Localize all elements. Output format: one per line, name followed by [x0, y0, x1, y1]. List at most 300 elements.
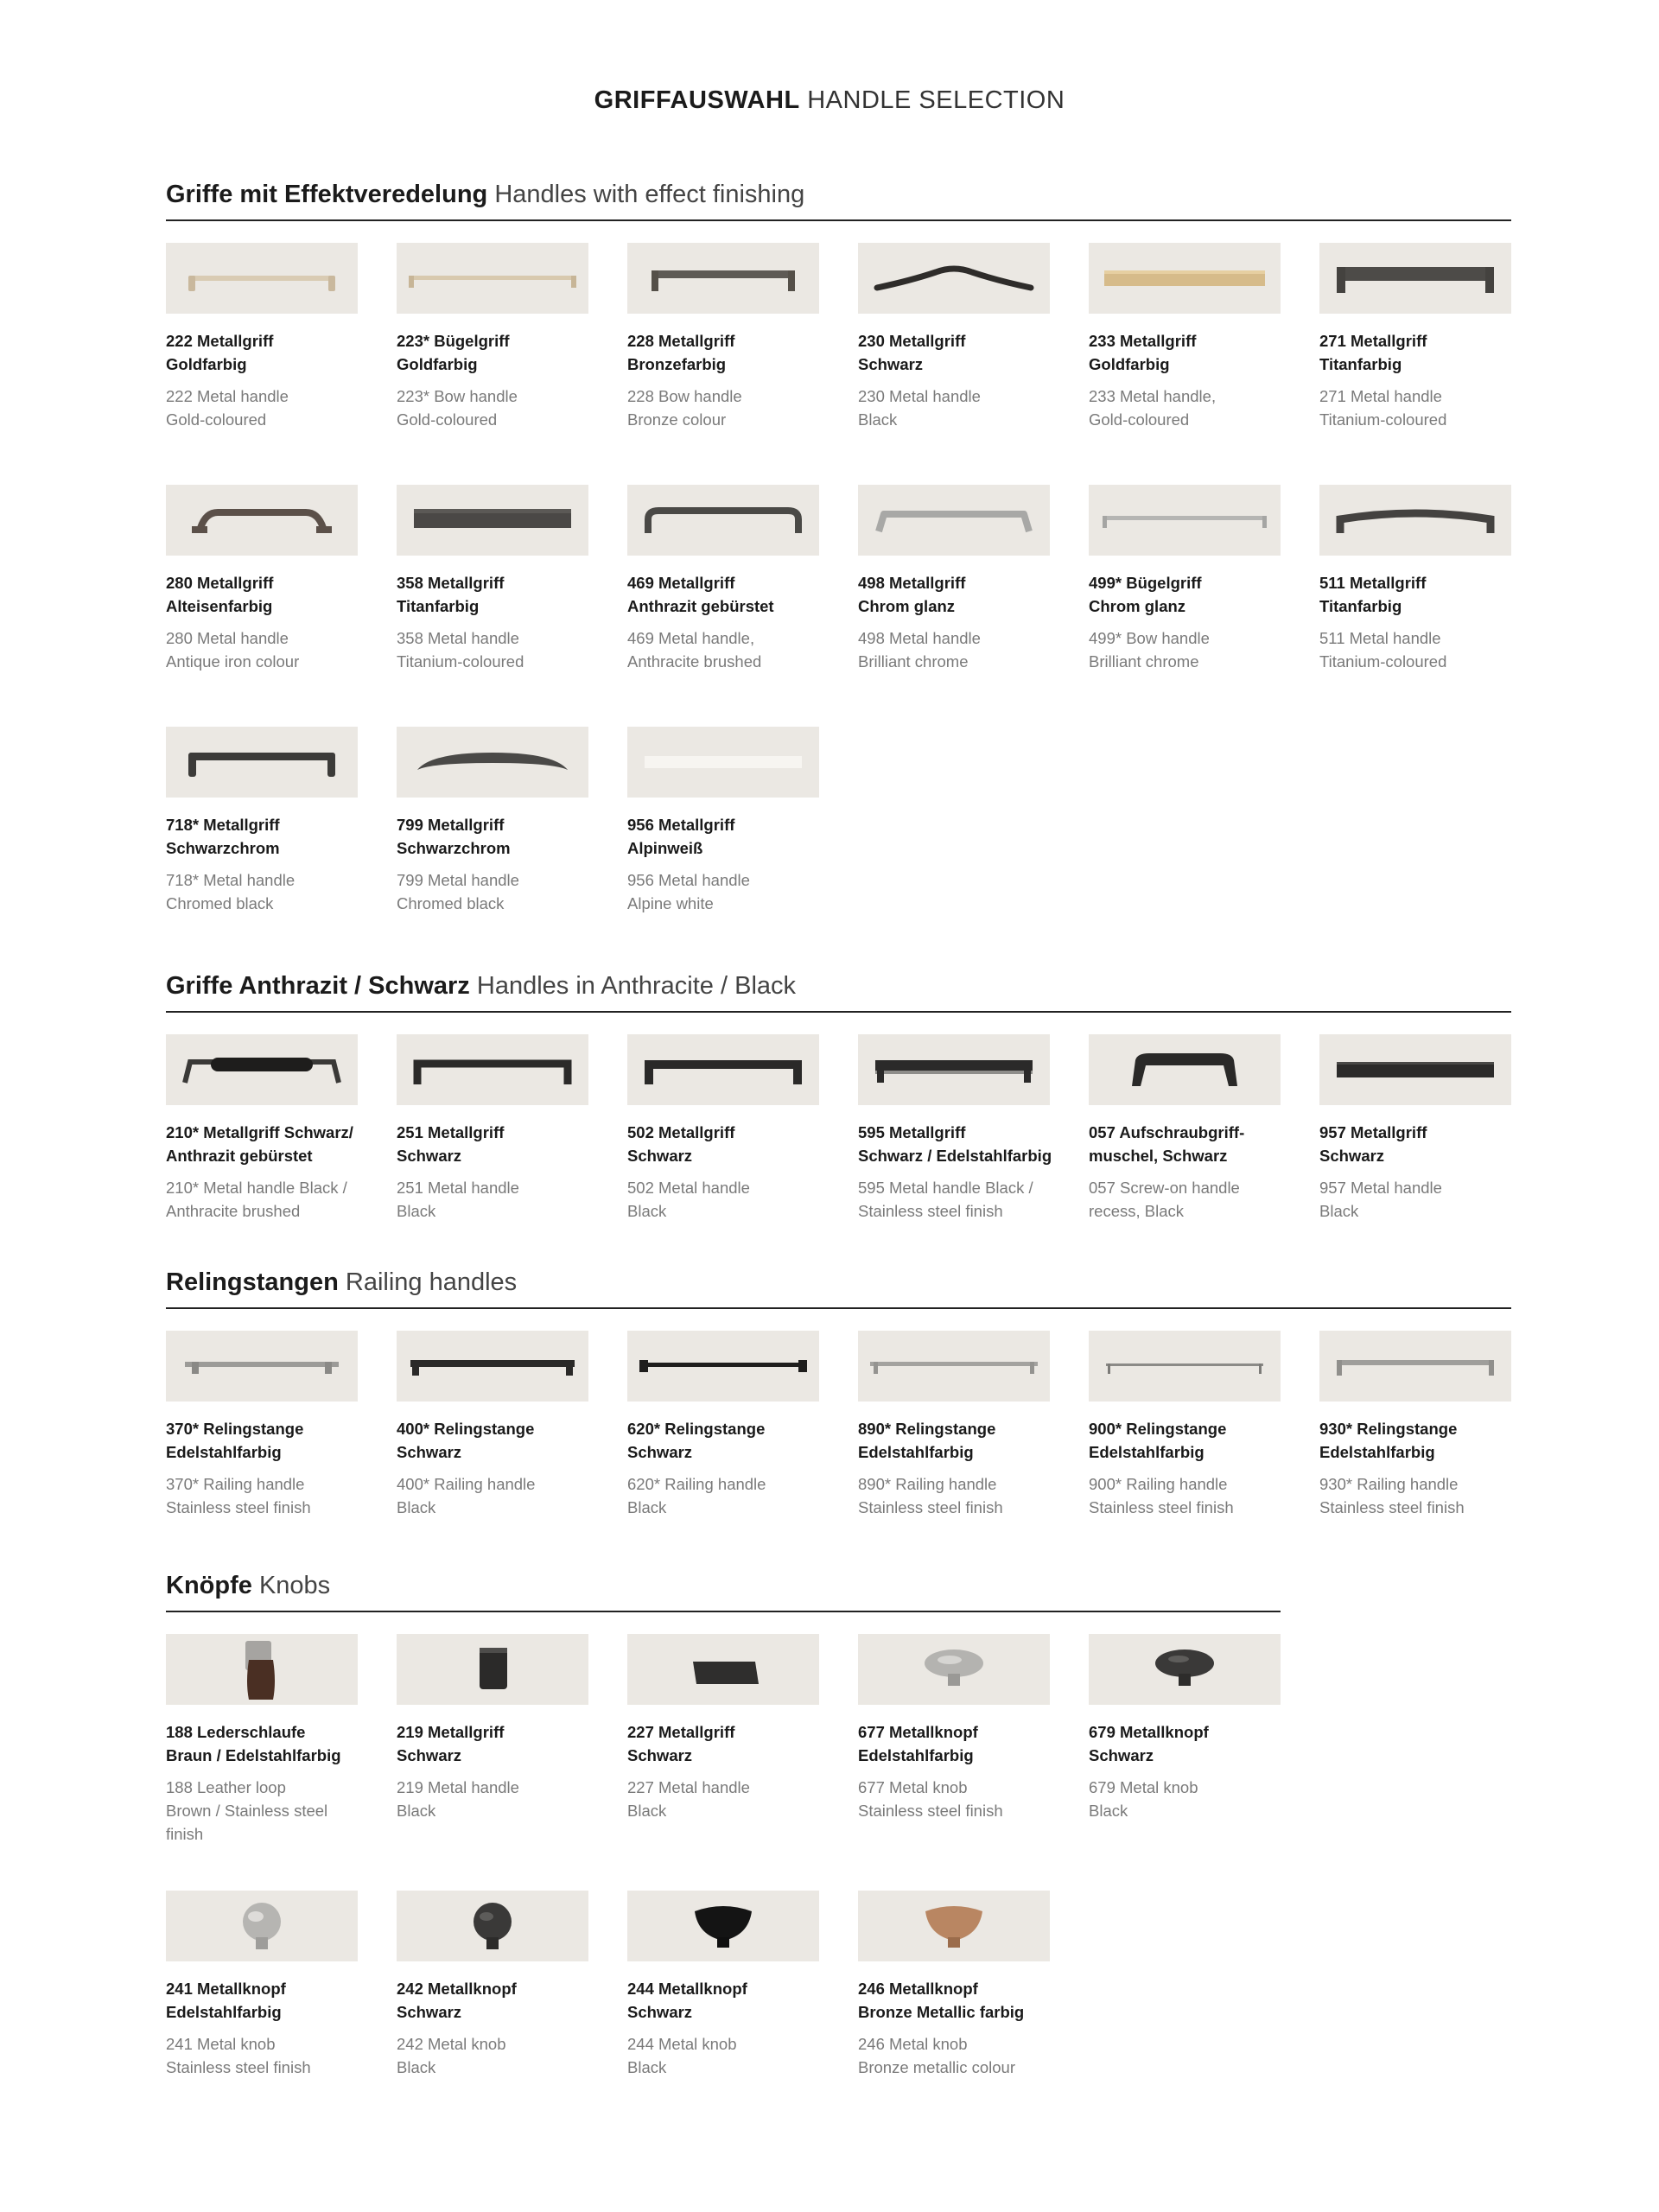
steel-long-rail-icon — [858, 1331, 1050, 1402]
product-name-en — [1319, 385, 1511, 431]
product-name-de-line: Schwarzchrom — [397, 839, 511, 857]
product-name-en-line: 280 Metal handle — [166, 629, 289, 647]
product-name-de — [1319, 1417, 1511, 1464]
product-name-de-line: 251 Metallgriff — [397, 1123, 505, 1141]
bronze-cup-knob-icon — [858, 1891, 1050, 1961]
product-name-de-line: Titanfarbig — [1319, 597, 1402, 615]
product-name-de-line: Alteisenfarbig — [166, 597, 273, 615]
product-name-de — [1319, 571, 1511, 618]
product-name-en-line: 222 Metal handle — [166, 387, 289, 405]
product-card-271-metallgriff — [1319, 243, 1511, 431]
product-name-en — [1089, 385, 1281, 431]
product-name-en — [166, 385, 358, 431]
product-name-de-line: 620* Relingstange — [627, 1420, 766, 1438]
product-name-de — [858, 1121, 1050, 1167]
product-name-de — [397, 1977, 588, 2024]
product-card-251-metallgriff — [397, 1034, 588, 1223]
product-name-en-line: 370* Railing handle — [166, 1475, 305, 1493]
product-name-en — [1089, 1776, 1281, 1822]
product-name-de-line: Braun / Edelstahlfarbig — [166, 1746, 341, 1764]
product-name-en-line: recess, Black — [1089, 1202, 1185, 1220]
product-name-de-line: Schwarz — [397, 1147, 462, 1165]
product-card-241-metallknopf — [166, 1891, 358, 2079]
product-name-de — [166, 1977, 358, 2024]
product-name-de-line: Chrom glanz — [858, 597, 956, 615]
black-chrome-shell-handle-icon — [397, 727, 588, 798]
product-name-de-line: 210* Metallgriff Schwarz/ — [166, 1123, 353, 1141]
steel-round-knob-icon — [166, 1891, 358, 1961]
product-name-de — [397, 1121, 588, 1167]
anthracite-bow-handle-icon — [627, 485, 819, 556]
product-name-de-line: Schwarz — [1319, 1147, 1385, 1165]
product-name-en-line: Bronze colour — [627, 410, 727, 429]
product-name-de-line: 358 Metallgriff — [397, 574, 505, 592]
product-card-498-metallgriff — [858, 485, 1050, 673]
product-name-en — [166, 1472, 358, 1519]
product-name-de-line: Schwarz — [397, 1443, 462, 1461]
product-name-de-line: Goldfarbig — [397, 355, 478, 373]
product-name-de-line: Schwarz — [1089, 1746, 1154, 1764]
product-card-358-metallgriff — [397, 485, 588, 673]
product-name-en-line: Stainless steel finish — [1089, 1498, 1234, 1516]
product-card-957-metallgriff — [1319, 1034, 1511, 1223]
black-bow-handle-icon — [397, 1034, 588, 1105]
product-name-de-line: Titanfarbig — [1319, 355, 1402, 373]
product-name-en-line: Black — [627, 1202, 667, 1220]
product-name-en-line: Anthracite brushed — [627, 652, 762, 671]
section-anthracite-black — [166, 971, 1511, 1220]
product-name-en-line: 679 Metal knob — [1089, 1778, 1198, 1796]
product-name-de — [166, 329, 358, 376]
gold-bow-handle-icon — [166, 243, 358, 314]
product-name-en-line: Stainless steel finish — [858, 1498, 1003, 1516]
product-name-en — [166, 1176, 358, 1223]
product-card-222-metallgriff — [166, 243, 358, 431]
product-name-en — [397, 1776, 588, 1822]
product-name-en-line: Bronze metallic colour — [858, 2058, 1015, 2076]
product-name-de-line: 677 Metallknopf — [858, 1723, 978, 1741]
section-heading-de: Knöpfe — [166, 1572, 252, 1599]
product-name-de-line: 230 Metallgriff — [858, 332, 966, 350]
product-name-de — [627, 329, 819, 376]
chrome-bow-handle-icon — [858, 485, 1050, 556]
product-name-en — [858, 385, 1050, 431]
titanium-block-handle-icon — [1319, 243, 1511, 314]
black-barrel-handle-icon — [166, 1034, 358, 1105]
product-name-de-line: Schwarz — [627, 1147, 693, 1165]
section-heading-de: Griffe Anthrazit / Schwarz — [166, 972, 470, 1000]
product-card-233-metallgriff — [1089, 243, 1281, 431]
product-card-679-metallknopf — [1089, 1634, 1281, 1822]
product-name-de-line: Edelstahlfarbig — [1319, 1443, 1435, 1461]
product-card-799-metallgriff — [397, 727, 588, 915]
product-name-en-line: finish — [166, 1825, 204, 1843]
product-name-en-line: 499* Bow handle — [1089, 629, 1210, 647]
product-name-de-line: 679 Metallknopf — [1089, 1723, 1209, 1741]
product-name-de-line: Schwarz / Edelstahlfarbig — [858, 1147, 1052, 1165]
product-name-en — [1319, 626, 1511, 673]
product-name-en-line: Brown / Stainless steel — [166, 1802, 328, 1820]
product-name-de-line: 595 Metallgriff — [858, 1123, 966, 1141]
product-name-en-line: 358 Metal handle — [397, 629, 519, 647]
product-name-en — [627, 385, 819, 431]
product-name-de-line: 799 Metallgriff — [397, 816, 505, 834]
section-heading — [166, 1268, 1511, 1309]
product-name-de-line: Schwarz — [627, 1746, 693, 1764]
section-heading-en: Handles in Anthracite / Black — [476, 972, 797, 1000]
product-name-de — [627, 571, 819, 618]
product-name-en-line: 890* Railing handle — [858, 1475, 997, 1493]
product-name-en-line: Black — [858, 410, 898, 429]
product-card-499-b-gelgriff — [1089, 485, 1281, 673]
product-name-en — [627, 1176, 819, 1223]
product-name-de — [627, 1977, 819, 2024]
product-card-219-metallgriff — [397, 1634, 588, 1822]
product-name-de — [858, 1417, 1050, 1464]
product-name-en-line: 233 Metal handle, — [1089, 387, 1217, 405]
section-heading-en: Knobs — [258, 1572, 331, 1599]
bronze-bow-handle-icon — [627, 243, 819, 314]
product-name-de — [397, 329, 588, 376]
product-name-en-line: 956 Metal handle — [627, 871, 750, 889]
product-name-de — [1089, 329, 1281, 376]
product-name-en — [627, 626, 819, 673]
steel-oval-knob-icon — [858, 1634, 1050, 1705]
product-name-en — [1089, 626, 1281, 673]
steel-square-rail-icon — [1319, 1331, 1511, 1402]
product-name-de-line: Anthrazit gebürstet — [166, 1147, 313, 1165]
product-name-de — [166, 813, 358, 860]
product-name-de — [1319, 1121, 1511, 1167]
titanium-wide-handle-icon — [397, 485, 588, 556]
product-name-de-line: Edelstahlfarbig — [1089, 1443, 1205, 1461]
product-name-en-line: Stainless steel finish — [166, 1498, 311, 1516]
product-name-en-line: Black — [397, 1202, 436, 1220]
product-name-de-line: Schwarzchrom — [166, 839, 280, 857]
product-name-en-line: 469 Metal handle, — [627, 629, 755, 647]
product-name-en-line: Stainless steel finish — [166, 2058, 311, 2076]
gold-long-bow-handle-icon — [397, 243, 588, 314]
product-name-de — [858, 329, 1050, 376]
product-card-900-relingstange — [1089, 1331, 1281, 1519]
black-oval-knob-icon — [1089, 1634, 1281, 1705]
product-name-de-line: Goldfarbig — [1089, 355, 1170, 373]
product-name-de-line: 469 Metallgriff — [627, 574, 735, 592]
product-name-en-line: Antique iron colour — [166, 652, 300, 671]
product-card-228-metallgriff — [627, 243, 819, 431]
product-card-890-relingstange — [858, 1331, 1050, 1519]
product-card-956-metallgriff — [627, 727, 819, 915]
product-name-en-line: Stainless steel finish — [858, 1802, 1003, 1820]
product-card-677-metallknopf — [858, 1634, 1050, 1822]
product-name-en-line: 511 Metal handle — [1319, 629, 1441, 647]
product-name-de-line: 228 Metallgriff — [627, 332, 735, 350]
product-name-de-line: Edelstahlfarbig — [166, 1443, 282, 1461]
product-name-de-line: 718* Metallgriff — [166, 816, 280, 834]
product-name-en-line: 957 Metal handle — [1319, 1179, 1442, 1197]
product-name-en — [858, 1176, 1050, 1223]
steel-slim-rail-icon — [1089, 1331, 1281, 1402]
product-name-en-line: Black — [397, 1498, 436, 1516]
product-name-en-line: 219 Metal handle — [397, 1778, 519, 1796]
product-name-de — [166, 571, 358, 618]
product-name-en-line: Stainless steel finish — [1319, 1498, 1465, 1516]
page-title-de: GRIFFAUSWAHL — [594, 86, 800, 114]
product-name-de — [166, 1417, 358, 1464]
section-heading — [166, 971, 1511, 1013]
product-name-de-line: 957 Metallgriff — [1319, 1123, 1427, 1141]
product-name-en-line: Titanium-coloured — [1319, 410, 1447, 429]
product-name-de-line: 900* Relingstange — [1089, 1420, 1227, 1438]
product-name-de — [397, 813, 588, 860]
section-railing-handles — [166, 1268, 1511, 1516]
product-name-en-line: Black — [397, 1802, 436, 1820]
product-name-de-line: 271 Metallgriff — [1319, 332, 1427, 350]
product-name-en — [627, 2032, 819, 2079]
product-name-en-line: Gold-coloured — [1089, 410, 1190, 429]
product-name-en-line: 057 Screw-on handle — [1089, 1179, 1240, 1197]
titanium-arched-handle-icon — [1319, 485, 1511, 556]
section-heading — [166, 180, 1511, 221]
product-name-de-line: 227 Metallgriff — [627, 1723, 735, 1741]
product-name-de — [1089, 1720, 1281, 1767]
product-card-188-lederschlaufe — [166, 1634, 358, 1846]
black-curved-handle-icon — [858, 243, 1050, 314]
product-name-de — [1089, 1121, 1281, 1167]
product-name-en-line: 498 Metal handle — [858, 629, 981, 647]
product-name-en-line: 677 Metal knob — [858, 1778, 968, 1796]
product-name-de-line: 241 Metallknopf — [166, 1980, 286, 1998]
section-knobs — [166, 1571, 1281, 2076]
product-card-227-metallgriff — [627, 1634, 819, 1822]
product-name-en — [1089, 1472, 1281, 1519]
product-name-en-line: Brilliant chrome — [1089, 652, 1199, 671]
product-card-469-metallgriff — [627, 485, 819, 673]
black-profile-bar-icon — [1319, 1034, 1511, 1105]
product-name-en — [397, 1176, 588, 1223]
product-name-en — [1319, 1472, 1511, 1519]
leather-loop-icon — [166, 1634, 358, 1705]
product-name-en-line: Black — [1089, 1802, 1128, 1820]
product-name-en — [166, 626, 358, 673]
product-name-de-line: Bronzefarbig — [627, 355, 727, 373]
section-heading-de: Relingstangen — [166, 1268, 339, 1296]
product-name-de-line: Schwarz — [627, 1443, 693, 1461]
product-name-en-line: Gold-coloured — [166, 410, 267, 429]
black-cup-knob-icon — [627, 1891, 819, 1961]
black-tab-handle-icon — [627, 1634, 819, 1705]
product-name-en-line: 242 Metal knob — [397, 2035, 506, 2053]
product-name-en — [858, 626, 1050, 673]
product-name-de-line: 222 Metallgriff — [166, 332, 274, 350]
product-name-de-line: Schwarz — [397, 2003, 462, 2021]
page-title — [0, 86, 1659, 115]
product-card-246-metallknopf — [858, 1891, 1050, 2079]
product-name-de-line: Anthrazit gebürstet — [627, 597, 774, 615]
product-name-en-line: 244 Metal knob — [627, 2035, 737, 2053]
product-name-de-line: Edelstahlfarbig — [166, 2003, 282, 2021]
section-heading-en: Railing handles — [345, 1268, 518, 1296]
product-name-en — [166, 868, 358, 915]
product-name-de-line: 233 Metallgriff — [1089, 332, 1197, 350]
product-name-en — [397, 868, 588, 915]
product-name-en-line: 223* Bow handle — [397, 387, 518, 405]
product-name-de — [858, 1977, 1050, 2024]
product-card-210-metallgriff-schwarz — [166, 1034, 358, 1223]
product-name-en — [858, 1472, 1050, 1519]
product-name-de-line: 246 Metallknopf — [858, 1980, 978, 1998]
product-name-en — [166, 2032, 358, 2079]
product-name-de-line: 370* Relingstange — [166, 1420, 304, 1438]
product-card-595-metallgriff — [858, 1034, 1050, 1223]
product-name-en-line: 400* Railing handle — [397, 1475, 536, 1493]
product-name-en-line: Chromed black — [397, 894, 505, 912]
product-name-en — [397, 385, 588, 431]
product-name-de-line: 244 Metallknopf — [627, 1980, 747, 1998]
product-name-de-line: Chrom glanz — [1089, 597, 1186, 615]
product-name-en-line: 230 Metal handle — [858, 387, 981, 405]
product-name-en-line: 799 Metal handle — [397, 871, 519, 889]
product-name-en-line: 228 Bow handle — [627, 387, 742, 405]
white-bar-handle-icon — [627, 727, 819, 798]
product-name-en-line: Black — [627, 2058, 667, 2076]
page-title-en: HANDLE SELECTION — [807, 86, 1065, 114]
product-name-en — [1089, 1176, 1281, 1223]
black-thin-rail-icon — [627, 1331, 819, 1402]
product-card-400-relingstange — [397, 1331, 588, 1519]
product-name-en-line: 251 Metal handle — [397, 1179, 519, 1197]
product-name-en-line: Titanium-coloured — [1319, 652, 1447, 671]
product-name-de-line: 223* Bügelgriff — [397, 332, 510, 350]
product-name-de — [1089, 571, 1281, 618]
product-name-de-line: muschel, Schwarz — [1089, 1147, 1228, 1165]
product-name-de-line: Schwarz — [627, 2003, 693, 2021]
product-card-230-metallgriff — [858, 243, 1050, 431]
product-name-en — [397, 2032, 588, 2079]
product-name-en — [858, 1776, 1050, 1822]
product-name-en-line: 241 Metal knob — [166, 2035, 276, 2053]
product-name-en-line: Titanium-coloured — [397, 652, 524, 671]
product-name-en-line: 188 Leather loop — [166, 1778, 286, 1796]
product-name-en-line: Stainless steel finish — [858, 1202, 1003, 1220]
product-name-en — [166, 1776, 358, 1846]
section-heading-de: Griffe mit Effektveredelung — [166, 181, 488, 208]
section-heading — [166, 1571, 1281, 1612]
product-name-de — [397, 1417, 588, 1464]
product-name-en-line: Brilliant chrome — [858, 652, 969, 671]
product-name-de — [397, 1720, 588, 1767]
product-name-en — [858, 2032, 1050, 2079]
product-card-511-metallgriff — [1319, 485, 1511, 673]
product-name-en — [397, 626, 588, 673]
product-name-de — [627, 1121, 819, 1167]
product-name-en-line: 620* Railing handle — [627, 1475, 766, 1493]
product-name-en-line: Chromed black — [166, 894, 274, 912]
product-card-223-b-gelgriff — [397, 243, 588, 431]
product-name-en-line: Black — [1319, 1202, 1359, 1220]
product-name-de-line: 956 Metallgriff — [627, 816, 735, 834]
section-effect-finishing — [166, 180, 1511, 912]
product-name-en-line: Anthracite brushed — [166, 1202, 301, 1220]
chrome-long-bow-handle-icon — [1089, 485, 1281, 556]
product-card-057-aufschraubgriff — [1089, 1034, 1281, 1223]
product-name-de-line: Titanfarbig — [397, 597, 480, 615]
black-square-handle-icon — [627, 1034, 819, 1105]
product-card-244-metallknopf — [627, 1891, 819, 2079]
product-name-de-line: 188 Lederschlaufe — [166, 1723, 306, 1741]
product-name-de — [397, 571, 588, 618]
black-square-knob-icon — [397, 1634, 588, 1705]
product-name-en — [397, 1472, 588, 1519]
product-name-de-line: 219 Metallgriff — [397, 1723, 505, 1741]
product-name-de — [166, 1720, 358, 1767]
product-card-718-metallgriff — [166, 727, 358, 915]
gold-bar-handle-icon — [1089, 243, 1281, 314]
product-name-en-line: 900* Railing handle — [1089, 1475, 1228, 1493]
product-card-280-metallgriff — [166, 485, 358, 673]
product-name-de-line: Goldfarbig — [166, 355, 247, 373]
product-card-502-metallgriff — [627, 1034, 819, 1223]
product-name-de — [1089, 1417, 1281, 1464]
product-name-en-line: 502 Metal handle — [627, 1179, 750, 1197]
product-name-de-line: 499* Bügelgriff — [1089, 574, 1202, 592]
product-name-en — [627, 1472, 819, 1519]
product-name-en-line: Black — [627, 1802, 667, 1820]
product-name-de — [858, 1720, 1050, 1767]
product-name-en-line: 227 Metal handle — [627, 1778, 750, 1796]
product-name-de-line: Bronze Metallic farbig — [858, 2003, 1025, 2021]
product-name-en-line: 210* Metal handle Black / — [166, 1179, 347, 1197]
product-name-en-line: 246 Metal knob — [858, 2035, 968, 2053]
product-name-en-line: 930* Railing handle — [1319, 1475, 1459, 1493]
product-name-de — [627, 813, 819, 860]
product-name-de — [166, 1121, 358, 1167]
product-name-en-line: 718* Metal handle — [166, 871, 296, 889]
product-name-en-line: 595 Metal handle Black / — [858, 1179, 1033, 1197]
product-name-de-line: 930* Relingstange — [1319, 1420, 1458, 1438]
product-name-en — [627, 868, 819, 915]
product-name-de-line: Schwarz — [397, 1746, 462, 1764]
product-name-de-line: 280 Metallgriff — [166, 574, 274, 592]
product-name-de-line: 242 Metallknopf — [397, 1980, 517, 1998]
product-name-de-line: 057 Aufschraubgriff- — [1089, 1123, 1245, 1141]
product-name-de-line: Edelstahlfarbig — [858, 1746, 974, 1764]
black-shell-recess-icon — [1089, 1034, 1281, 1105]
steel-rail-icon — [166, 1331, 358, 1402]
product-name-de-line: 400* Relingstange — [397, 1420, 535, 1438]
product-name-en-line: Alpine white — [627, 894, 714, 912]
product-name-de — [627, 1720, 819, 1767]
black-chrome-handle-icon — [166, 727, 358, 798]
black-rail-icon — [397, 1331, 588, 1402]
product-name-de-line: Alpinweiß — [627, 839, 703, 857]
product-name-de — [858, 571, 1050, 618]
product-name-en-line: Gold-coloured — [397, 410, 498, 429]
product-name-en-line: Black — [397, 2058, 436, 2076]
black-round-knob-icon — [397, 1891, 588, 1961]
section-heading-en: Handles with effect finishing — [494, 181, 805, 208]
product-name-en-line: Black — [627, 1498, 667, 1516]
product-name-en — [1319, 1176, 1511, 1223]
product-name-de-line: Edelstahlfarbig — [858, 1443, 974, 1461]
product-card-370-relingstange — [166, 1331, 358, 1519]
product-name-de-line: 498 Metallgriff — [858, 574, 966, 592]
product-name-en — [627, 1776, 819, 1822]
product-name-de-line: 890* Relingstange — [858, 1420, 996, 1438]
black-steel-handle-icon — [858, 1034, 1050, 1105]
product-name-de-line: 511 Metallgriff — [1319, 574, 1427, 592]
product-name-de — [1319, 329, 1511, 376]
